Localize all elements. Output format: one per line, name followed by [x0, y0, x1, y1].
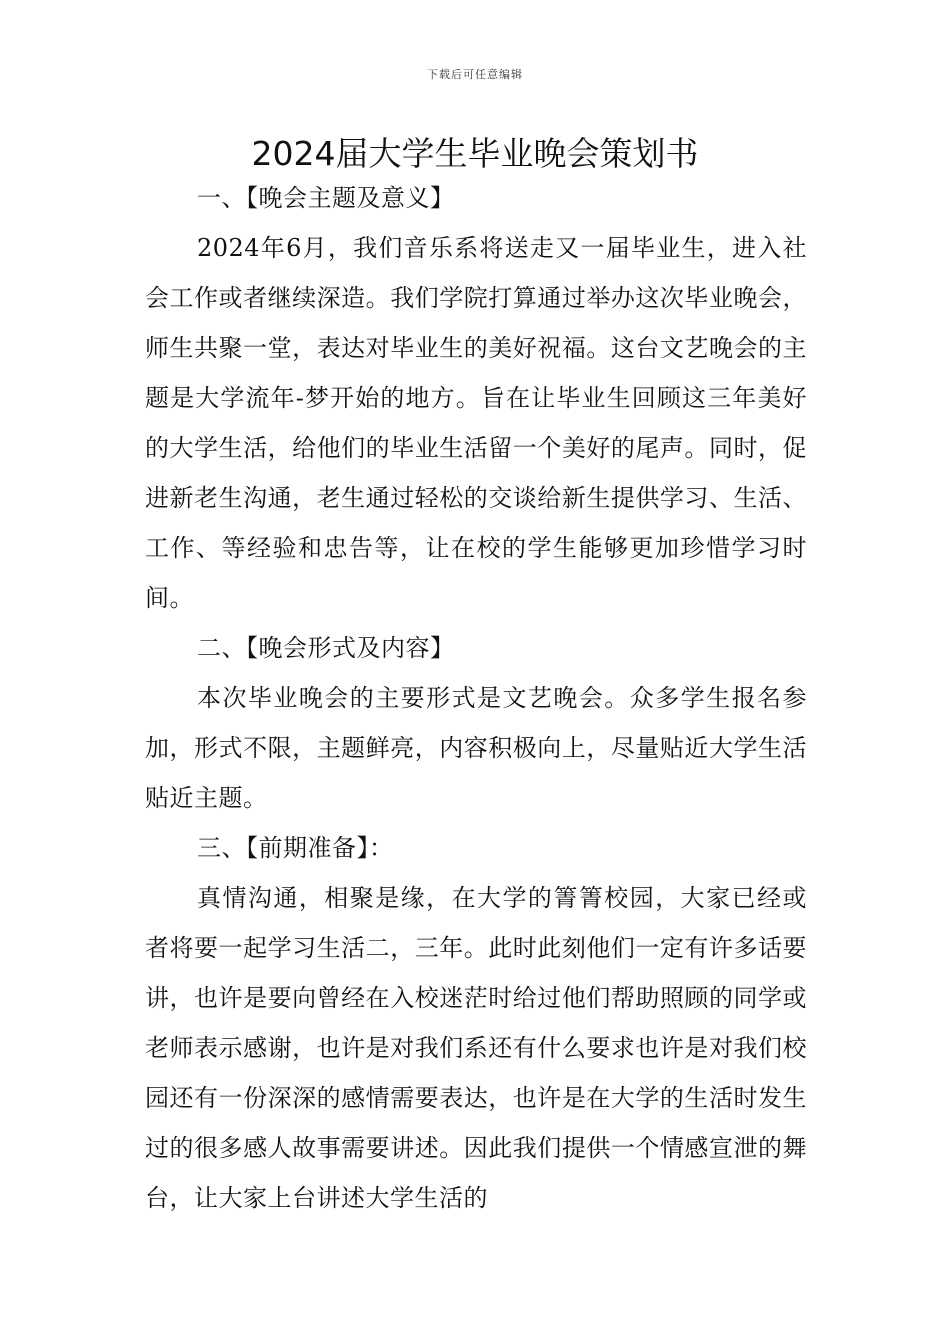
section-heading-format: 二、【晚会形式及内容】 — [197, 634, 455, 662]
header-note: 下载后可任意编辑 — [427, 68, 523, 81]
section-heading-theme: 一、【晚会主题及意义】 — [197, 184, 455, 212]
section-heading-preparation: 三、【前期准备】： — [197, 834, 394, 862]
section-paragraph-preparation: 真情沟通，相聚是缘，在大学的箐箐校园，大家已经或者将要一起学习生活二，三年。此时此刻他们一定有许多话要讲，也许是要向曾经在入校迷茫时给过他们帮助照顾的同学或老师表示感谢，也许是对我们系还有什么要求也许是对我们校园还有一份深深的感情需要表达，也许是在大学的生活时发生过的很多感人故事需要讲述。因此我们提供一个情感宣泄的舞台，让大家上台讲述大学生活的 — [145, 884, 807, 1212]
section-paragraph-format: 本次毕业晚会的主要形式是文艺晚会。众多学生报名参加，形式不限，主题鲜亮，内容积极向上，尽量贴近大学生活贴近主题。 — [145, 684, 807, 812]
document-body — [145, 173, 807, 1223]
document-title: 2024届大学生毕业晚会策划书 — [251, 134, 699, 173]
section-paragraph-theme: 2024年6月，我们音乐系将送走又一届毕业生，进入社会工作或者继续深造。我们学院打算通过举办这次毕业晚会，师生共聚一堂，表达对毕业生的美好祝福。这台文艺晚会的主题是大学流年-梦开始的地方。旨在让毕业生回顾这三年美好的大学生活，给他们的毕业生活留一个美好的尾声。同时，促进新老生沟通，老生通过轻松的交谈给新生提供学习、生活、工作、等经验和忠告等，让在校的学生能够更加珍惜学习时间。 — [145, 234, 807, 612]
